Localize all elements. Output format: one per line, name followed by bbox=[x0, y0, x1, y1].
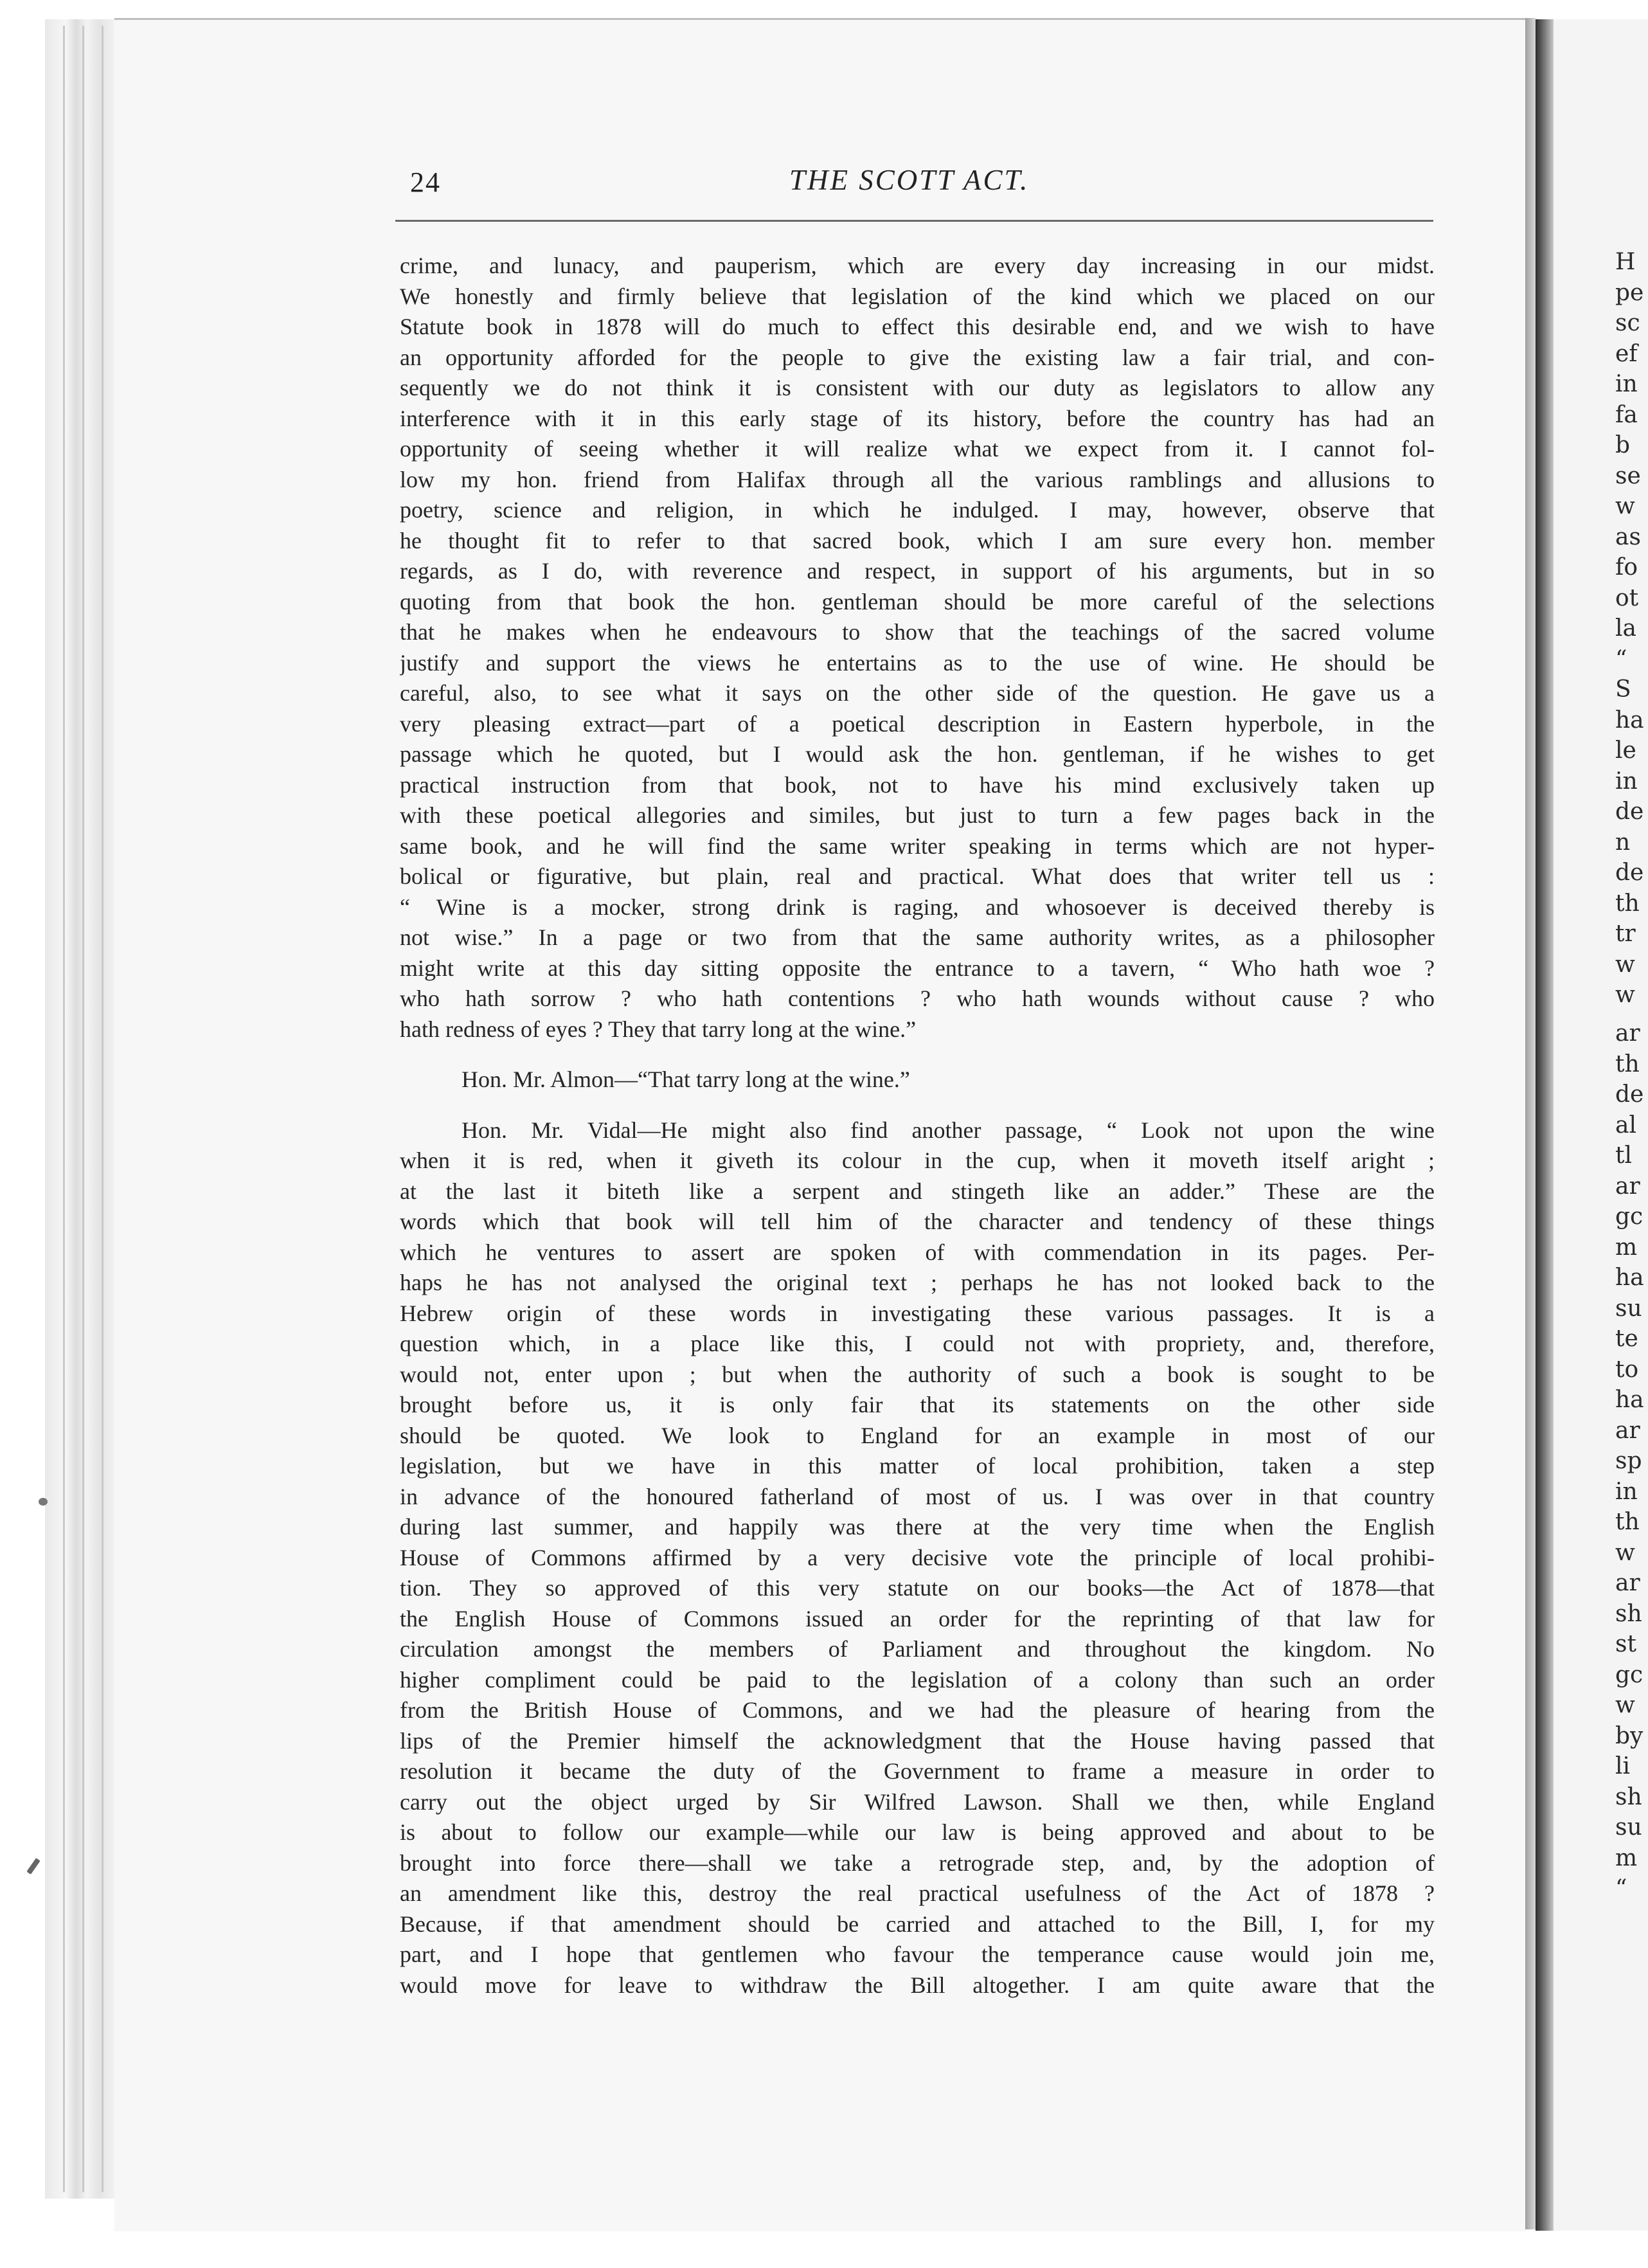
facing-page-text-fragment: “ bbox=[1615, 1875, 1627, 1902]
text-line: who hath sorrow ? who hath contentions ? who hath wounds without cause ? who bbox=[400, 986, 1435, 1011]
facing-page-text-fragment: in bbox=[1615, 768, 1638, 795]
text-line: bolical or figurative, but plain, real and practical. What does that writer tell us : bbox=[400, 863, 1435, 889]
text-line: might write at this day sitting opposite the entrance to a tavern, “ Who hath woe ? bbox=[400, 955, 1435, 981]
facing-page-text-fragment: by bbox=[1615, 1722, 1644, 1749]
text-line: would not, enter upon ; but when the authority of such a book is sought to be bbox=[400, 1361, 1435, 1387]
facing-page-text-fragment: te bbox=[1615, 1326, 1638, 1352]
running-title: THE SCOTT ACT. bbox=[789, 164, 1030, 196]
facing-page-text-fragment: fo bbox=[1615, 554, 1638, 580]
facing-page-text-fragment: tr bbox=[1615, 921, 1636, 947]
facing-page-text-fragment: th bbox=[1615, 1509, 1640, 1535]
facing-page-text-fragment: ar bbox=[1615, 1173, 1640, 1200]
paragraph-gap bbox=[400, 1045, 1435, 1065]
text-line: Hebrew origin of these words in investigating these various passages. It is a bbox=[400, 1300, 1435, 1326]
facing-page-text-fragment: tl bbox=[1615, 1142, 1632, 1169]
text-line: in advance of the honoured fatherland of most of us. I was over in that country bbox=[400, 1483, 1435, 1509]
text-line: words which that book will tell him of the character and tendency of these things bbox=[400, 1209, 1435, 1234]
facing-page-text-fragment: ha bbox=[1615, 706, 1644, 734]
text-line: brought into force there—shall we take a retrograde step, and, by the adoption of bbox=[400, 1850, 1435, 1876]
speaker-vidal-paragraph bbox=[400, 1115, 1435, 2001]
text-line: higher compliment could be paid to the legislation of a colony than such an order bbox=[400, 1666, 1435, 1693]
left-page-edges bbox=[45, 19, 114, 2199]
text-line: justify and support the views he entertains as to the use of wine. He should be bbox=[400, 649, 1435, 676]
paragraph-continuation bbox=[400, 251, 1435, 1045]
facing-page-text-fragment: m bbox=[1615, 1844, 1638, 1871]
text-line: not wise.” In a page or two from that the same authority writes, as a philosopher bbox=[400, 924, 1435, 950]
text-line: quoting from that book the hon. gentleman should be more careful of the selections bbox=[400, 588, 1435, 615]
text-line: carry out the object urged by Sir Wilfred Lawson. Shall we then, while England bbox=[400, 1788, 1435, 1815]
text-line: question which, in a place like this, I could not with propriety, and, therefore, bbox=[400, 1331, 1435, 1356]
text-line: resolution it became the duty of the Government to frame a measure in order to bbox=[400, 1758, 1435, 1784]
facing-page-text-fragment: S bbox=[1615, 676, 1631, 703]
text-line: low my hon. friend from Halifax through all the various ramblings and allusions to bbox=[400, 466, 1435, 492]
facing-page-text-fragment: st bbox=[1615, 1631, 1636, 1657]
facing-page-text-fragment: b bbox=[1615, 432, 1631, 458]
text-line: Hon. Mr. Vidal—He might also find another passage, “ Look not upon the wine bbox=[461, 1117, 1435, 1143]
text-line: at the last it biteth like a serpent and stingeth like an adder.” These are the bbox=[400, 1178, 1435, 1204]
text-line: “ Wine is a mocker, strong drink is raging, and whosoever is deceived thereby is bbox=[400, 894, 1435, 920]
text-line: an opportunity afforded for the people to give the existing law a fair trial, and con- bbox=[400, 344, 1435, 370]
facing-page-text-fragment: ar bbox=[1615, 1417, 1640, 1444]
facing-page-text-fragment: gc bbox=[1615, 1661, 1644, 1688]
facing-page-text-fragment: de bbox=[1615, 860, 1644, 886]
text-line: regards, as I do, with reverence and respect, in support of his arguments, but in so bbox=[400, 558, 1435, 584]
facing-page-text-fragment: sp bbox=[1615, 1448, 1642, 1474]
facing-page-text-fragment: su bbox=[1615, 1814, 1642, 1841]
facing-page-text-fragment: th bbox=[1615, 1050, 1640, 1077]
text-line: when it is red, when it giveth its colour in the cup, when it moveth itself aright ; bbox=[400, 1148, 1435, 1173]
speaker-almon-line: Hon. Mr. Almon—“That tarry long at the wine.” bbox=[461, 1066, 910, 1092]
print-speck bbox=[39, 1498, 48, 1506]
text-line: crime, and lunacy, and pauperism, which are every day increasing in our midst. bbox=[400, 253, 1435, 278]
text-line: sequently we do not think it is consistent with our duty as legislators to allow any bbox=[400, 375, 1435, 401]
paragraph-gap bbox=[400, 1095, 1435, 1115]
facing-page-text-fragment: w bbox=[1615, 1692, 1635, 1718]
facing-page-text-fragment: de bbox=[1615, 798, 1644, 825]
text-line: practical instruction from that book, not to have his mind exclusively taken up bbox=[400, 771, 1435, 798]
text-line: poetry, science and religion, in which he indulged. I may, however, observe that bbox=[400, 497, 1435, 523]
facing-page-text-fragment: ef bbox=[1615, 340, 1638, 367]
text-line: is about to follow our example—while our law is being approved and about to be bbox=[400, 1819, 1435, 1845]
facing-page-text-fragment: se bbox=[1615, 462, 1641, 489]
facing-page-text-fragment: su bbox=[1615, 1295, 1642, 1322]
text-line: Statute book in 1878 will do much to effect this desirable end, and we wish to have bbox=[400, 314, 1435, 339]
text-line: haps he has not analysed the original text ; perhaps he has not looked back to the bbox=[400, 1270, 1435, 1295]
text-line: careful, also, to see what it says on the other side of the question. He gave us a bbox=[400, 680, 1435, 706]
text-line: from the British House of Commons, and we had the pleasure of hearing from the bbox=[400, 1697, 1435, 1723]
text-line: an amendment like this, destroy the real practical usefulness of the Act of 1878 ? bbox=[400, 1880, 1435, 1906]
text-line: House of Commons affirmed by a very decisive vote the principle of local prohibi- bbox=[400, 1544, 1435, 1571]
text-line: the English House of Commons issued an order for the reprinting of that law for bbox=[400, 1605, 1435, 1632]
facing-page-text-fragment: to bbox=[1615, 1356, 1639, 1383]
facing-page-text-fragment: sh bbox=[1615, 1600, 1642, 1627]
facing-page-text-fragment: “ bbox=[1615, 645, 1627, 672]
facing-page-text-fragment: m bbox=[1615, 1234, 1638, 1261]
text-line: would move for leave to withdraw the Bill altogether. I am quite aware that the bbox=[400, 1972, 1435, 1998]
text-line: same book, and he will find the same writer speaking in terms which are not hyper- bbox=[400, 833, 1435, 859]
page-edge-line bbox=[63, 26, 65, 2192]
facing-page-text-fragment: de bbox=[1615, 1081, 1644, 1108]
text-line: passage which he quoted, but I would ask the hon. gentleman, if he wishes to get bbox=[400, 741, 1435, 767]
facing-page-text-fragment: H bbox=[1615, 249, 1636, 275]
page-number: 24 bbox=[410, 166, 441, 198]
facing-page-text-fragment: li bbox=[1615, 1753, 1631, 1779]
text-line: should be quoted. We look to England for an example in most of our bbox=[400, 1422, 1435, 1448]
facing-page-text-fragment: w bbox=[1615, 982, 1635, 1008]
facing-page-text-fragment: in bbox=[1615, 371, 1638, 397]
page-shadow bbox=[1525, 18, 1536, 2229]
text-line: he thought fit to refer to that sacred book, which I am sure every hon. member bbox=[400, 527, 1435, 554]
text-line: tion. They so approved of this very statute on our books—the Act of 1878—that bbox=[400, 1575, 1435, 1601]
facing-page-text-fragment: w bbox=[1615, 1539, 1635, 1566]
text-line: that he makes when he endeavours to show that the teachings of the sacred volume bbox=[400, 619, 1435, 645]
facing-page-text-fragment: al bbox=[1615, 1112, 1636, 1138]
text-line: legislation, but we have in this matter of local prohibition, taken a step bbox=[400, 1453, 1435, 1479]
text-line: hath redness of eyes ? They that tarry long at the wine.” bbox=[400, 1016, 917, 1042]
page-edge-line bbox=[102, 26, 103, 2192]
facing-page-text-fragment: as bbox=[1615, 523, 1641, 550]
text-line: interference with it in this early stage of its history, before the country has had an bbox=[400, 405, 1435, 431]
facing-page-text-fragment: w bbox=[1615, 493, 1635, 519]
page-edge-line bbox=[82, 26, 84, 2192]
facing-page-text-fragment: le bbox=[1615, 737, 1636, 764]
facing-page-text-fragment: ha bbox=[1615, 1264, 1644, 1291]
text-line: Because, if that amendment should be carried and attached to the Bill, I, for my bbox=[400, 1911, 1435, 1937]
facing-page-fragment bbox=[1554, 19, 1648, 2231]
text-line: We honestly and firmly believe that legislation of the kind which we placed on our bbox=[400, 283, 1435, 309]
text-line: which he ventures to assert are spoken of with commendation in its pages. Per- bbox=[400, 1239, 1435, 1265]
facing-page-text-fragment: sh bbox=[1615, 1783, 1642, 1810]
facing-page-text-fragment: w bbox=[1615, 951, 1635, 978]
page-body-text bbox=[400, 251, 1435, 2001]
text-line: part, and I hope that gentlemen who favour the temperance cause would join me, bbox=[400, 1941, 1435, 1967]
facing-page-text-fragment: ha bbox=[1615, 1387, 1644, 1413]
book-gutter bbox=[1536, 19, 1554, 2231]
text-line: with these poetical allegories and similes, but just to turn a few pages back in the bbox=[400, 802, 1435, 828]
facing-page-text-fragment: sc bbox=[1615, 310, 1640, 336]
text-line: opportunity of seeing whether it will realize what we expect from it. I cannot fol- bbox=[400, 436, 1435, 462]
text-line: very pleasing extract—part of a poetical description in Eastern hyperbole, in the bbox=[400, 710, 1435, 737]
text-line: brought before us, it is only fair that its statements on the other side bbox=[400, 1392, 1435, 1418]
facing-page-text-fragment: la bbox=[1615, 615, 1636, 642]
text-line: circulation amongst the members of Parliament and throughout the kingdom. No bbox=[400, 1636, 1435, 1662]
facing-page-text-fragment: th bbox=[1615, 890, 1640, 917]
print-speck bbox=[26, 1858, 40, 1875]
header-rule bbox=[395, 220, 1433, 222]
facing-page-text-fragment: ar bbox=[1615, 1020, 1640, 1047]
facing-page-text-fragment: pe bbox=[1615, 279, 1644, 306]
facing-page-text-fragment: ot bbox=[1615, 584, 1639, 611]
text-line: during last summer, and happily was there at the very time when the English bbox=[400, 1514, 1435, 1540]
facing-page-text-fragment: ar bbox=[1615, 1570, 1640, 1596]
facing-page-text-fragment: n bbox=[1615, 829, 1631, 856]
facing-page-text-fragment: fa bbox=[1615, 401, 1638, 428]
text-line: lips of the Premier himself the acknowledgment that the House having passed that bbox=[400, 1727, 1435, 1754]
facing-page-text-fragment: in bbox=[1615, 1478, 1638, 1505]
facing-page-text-fragment: gc bbox=[1615, 1203, 1644, 1230]
